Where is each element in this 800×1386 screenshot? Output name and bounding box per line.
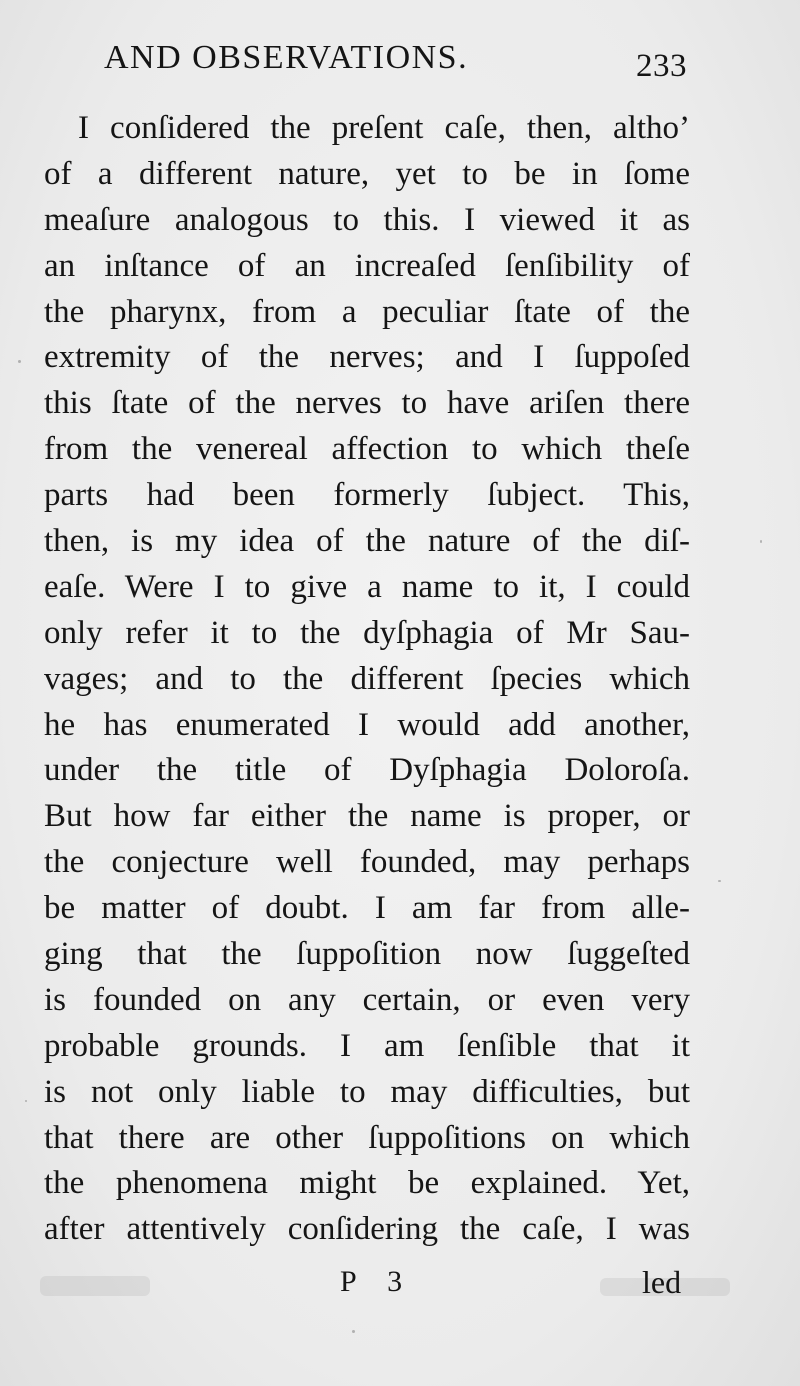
text-line: be matter of doubt. I am far from alle- (44, 890, 690, 927)
text-line: is founded on any certain, or even very (44, 981, 690, 1018)
text-line: this ſtate of the nerves to have ariſen there (44, 385, 690, 422)
body-text (44, 106, 690, 1253)
paper-speck (18, 360, 21, 363)
text-line: But how far either the name is proper, or (44, 798, 690, 835)
catchword: led (642, 1264, 682, 1300)
text-line: then, is my idea of the nature of the diſ- (44, 523, 690, 560)
text-line: eaſe. Were I to give a name to it, I could (44, 568, 690, 605)
text-line: parts had been formerly ſubject. This, (44, 477, 690, 514)
text-line: he has enumerated I would add another, (44, 706, 690, 743)
text-line: extremity of the nerves; and I ſuppoſed (44, 339, 690, 376)
paper-speck (760, 540, 762, 543)
text-line: that there are other ſuppoſitions on which (44, 1119, 690, 1156)
text-line: the phenomena might be explained. Yet, (44, 1165, 690, 1202)
text-line: is not only liable to may difficulties, but (44, 1073, 690, 1110)
paper-speck (718, 880, 721, 882)
paper-speck (25, 1100, 27, 1102)
text-line: the pharynx, from a peculiar ſtate of the (44, 293, 690, 330)
running-head (0, 38, 800, 88)
running-title: AND OBSERVATIONS. (104, 39, 469, 76)
text-line: from the venereal affection to which theſe (44, 431, 690, 468)
text-line: after attentively conſidering the caſe, I was (44, 1211, 690, 1248)
text-line: meaſure analogous to this. I viewed it as (44, 201, 690, 238)
text-line: only refer it to the dyſphagia of Mr Sau- (44, 614, 690, 651)
text-line: under the title of Dyſphagia Doloroſa. (44, 752, 690, 789)
text-line: probable grounds. I am ſenſible that it (44, 1027, 690, 1064)
page-footer (0, 1262, 800, 1306)
text-line: I conſidered the preſent caſe, then, altho’ (78, 110, 690, 146)
text-line: the conjecture well founded, may perhaps (44, 844, 690, 881)
page-number: 233 (636, 48, 687, 84)
text-line: an inſtance of an increaſed ſenſibility of (44, 247, 690, 284)
paper-speck (352, 1330, 355, 1333)
signature-mark: P 3 (340, 1265, 415, 1298)
text-line: of a different nature, yet to be in ſome (44, 155, 690, 192)
text-line: vages; and to the different ſpecies which (44, 660, 690, 697)
text-line: ging that the ſuppoſition now ſuggeſted (44, 936, 690, 973)
